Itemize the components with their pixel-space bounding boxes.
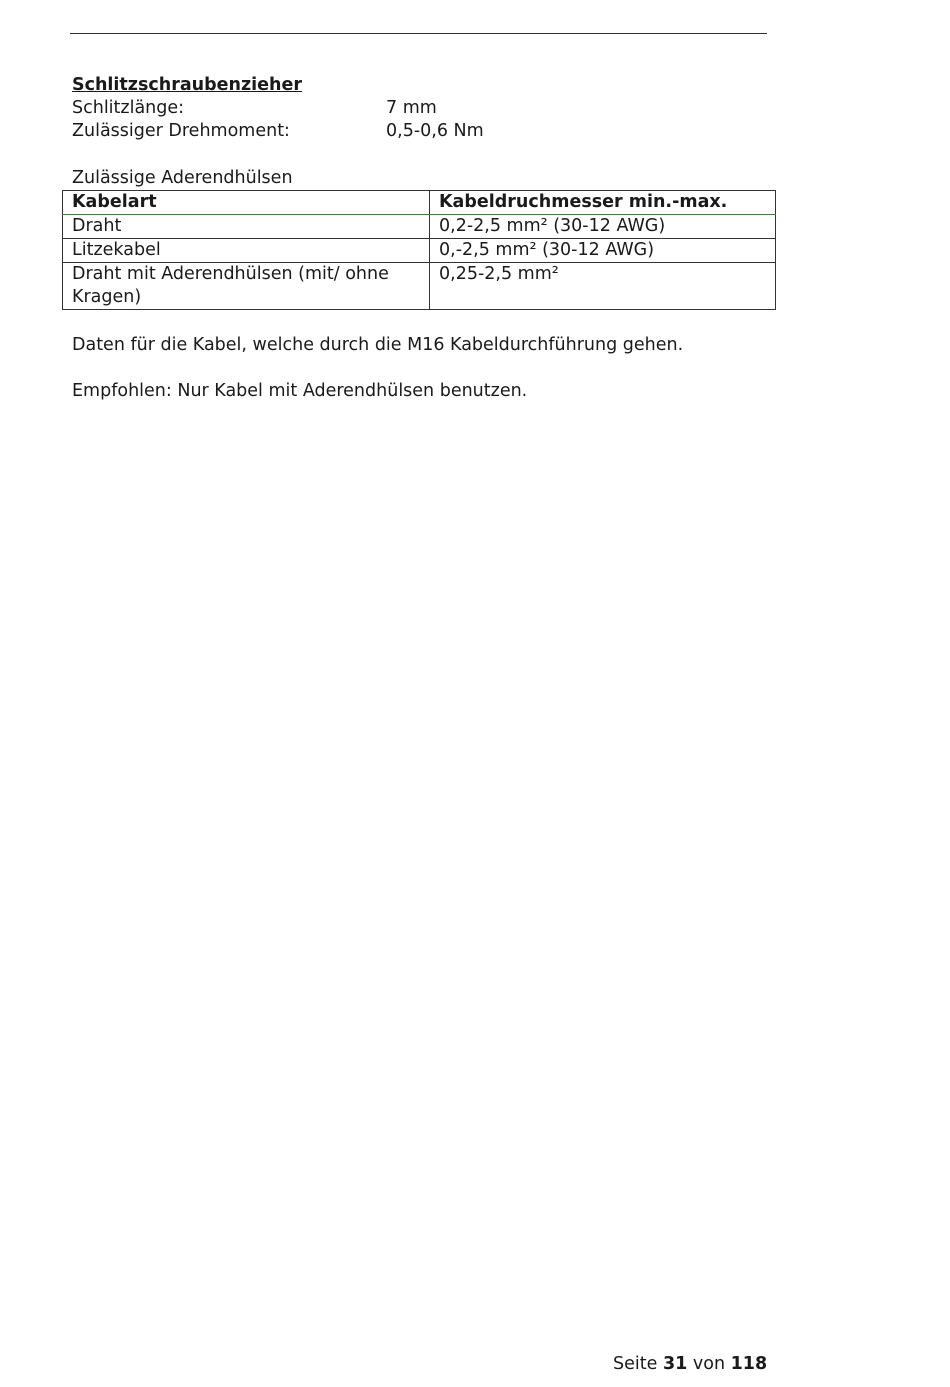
page-footer <box>613 1353 767 1376</box>
table-row <box>63 263 776 310</box>
footer-separator: von <box>692 1354 726 1374</box>
spec-value: 0,5-0,6 Nm <box>386 121 484 141</box>
table-cell-diameter: 0,2-2,5 mm² (30-12 AWG) <box>430 215 776 239</box>
table-header-cell: Kabelart <box>63 191 430 215</box>
recommendation-note: Empfohlen: Nur Kabel mit Aderendhülsen benutzen. <box>72 381 528 401</box>
cable-note: Daten für die Kabel, welche durch die M16 Kabeldurchführung gehen. <box>72 335 684 355</box>
spec-row <box>72 97 782 120</box>
spec-value: 7 mm <box>386 98 437 118</box>
footer-prefix: Seite <box>613 1354 658 1374</box>
table-cell-diameter: 0,-2,5 mm² (30-12 AWG) <box>430 239 776 263</box>
table-cell-type: Litzekabel <box>63 239 430 263</box>
table-caption: Zulässige Aderendhülsen <box>72 168 293 188</box>
page-number: 31 <box>662 1354 688 1374</box>
table-cell-diameter: 0,25-2,5 mm² <box>430 263 776 310</box>
section-title: Schlitzschraubenzieher <box>72 75 302 95</box>
spec-row <box>72 120 782 143</box>
table-header-cell: Kabeldruchmesser min.-max. <box>430 191 776 215</box>
table-row <box>63 239 776 263</box>
table-header-row <box>63 191 776 215</box>
page-content <box>72 74 782 403</box>
cable-table <box>62 190 776 310</box>
spec-label: Zulässiger Drehmoment: <box>72 121 290 141</box>
table-row <box>63 215 776 239</box>
header-rule <box>70 33 767 34</box>
table-cell-type: Draht <box>63 215 430 239</box>
spec-label: Schlitzlänge: <box>72 98 185 118</box>
table-cell-type: Draht mit Aderendhülsen (mit/ ohne Kragen) <box>63 263 430 310</box>
page-total: 118 <box>730 1354 768 1374</box>
